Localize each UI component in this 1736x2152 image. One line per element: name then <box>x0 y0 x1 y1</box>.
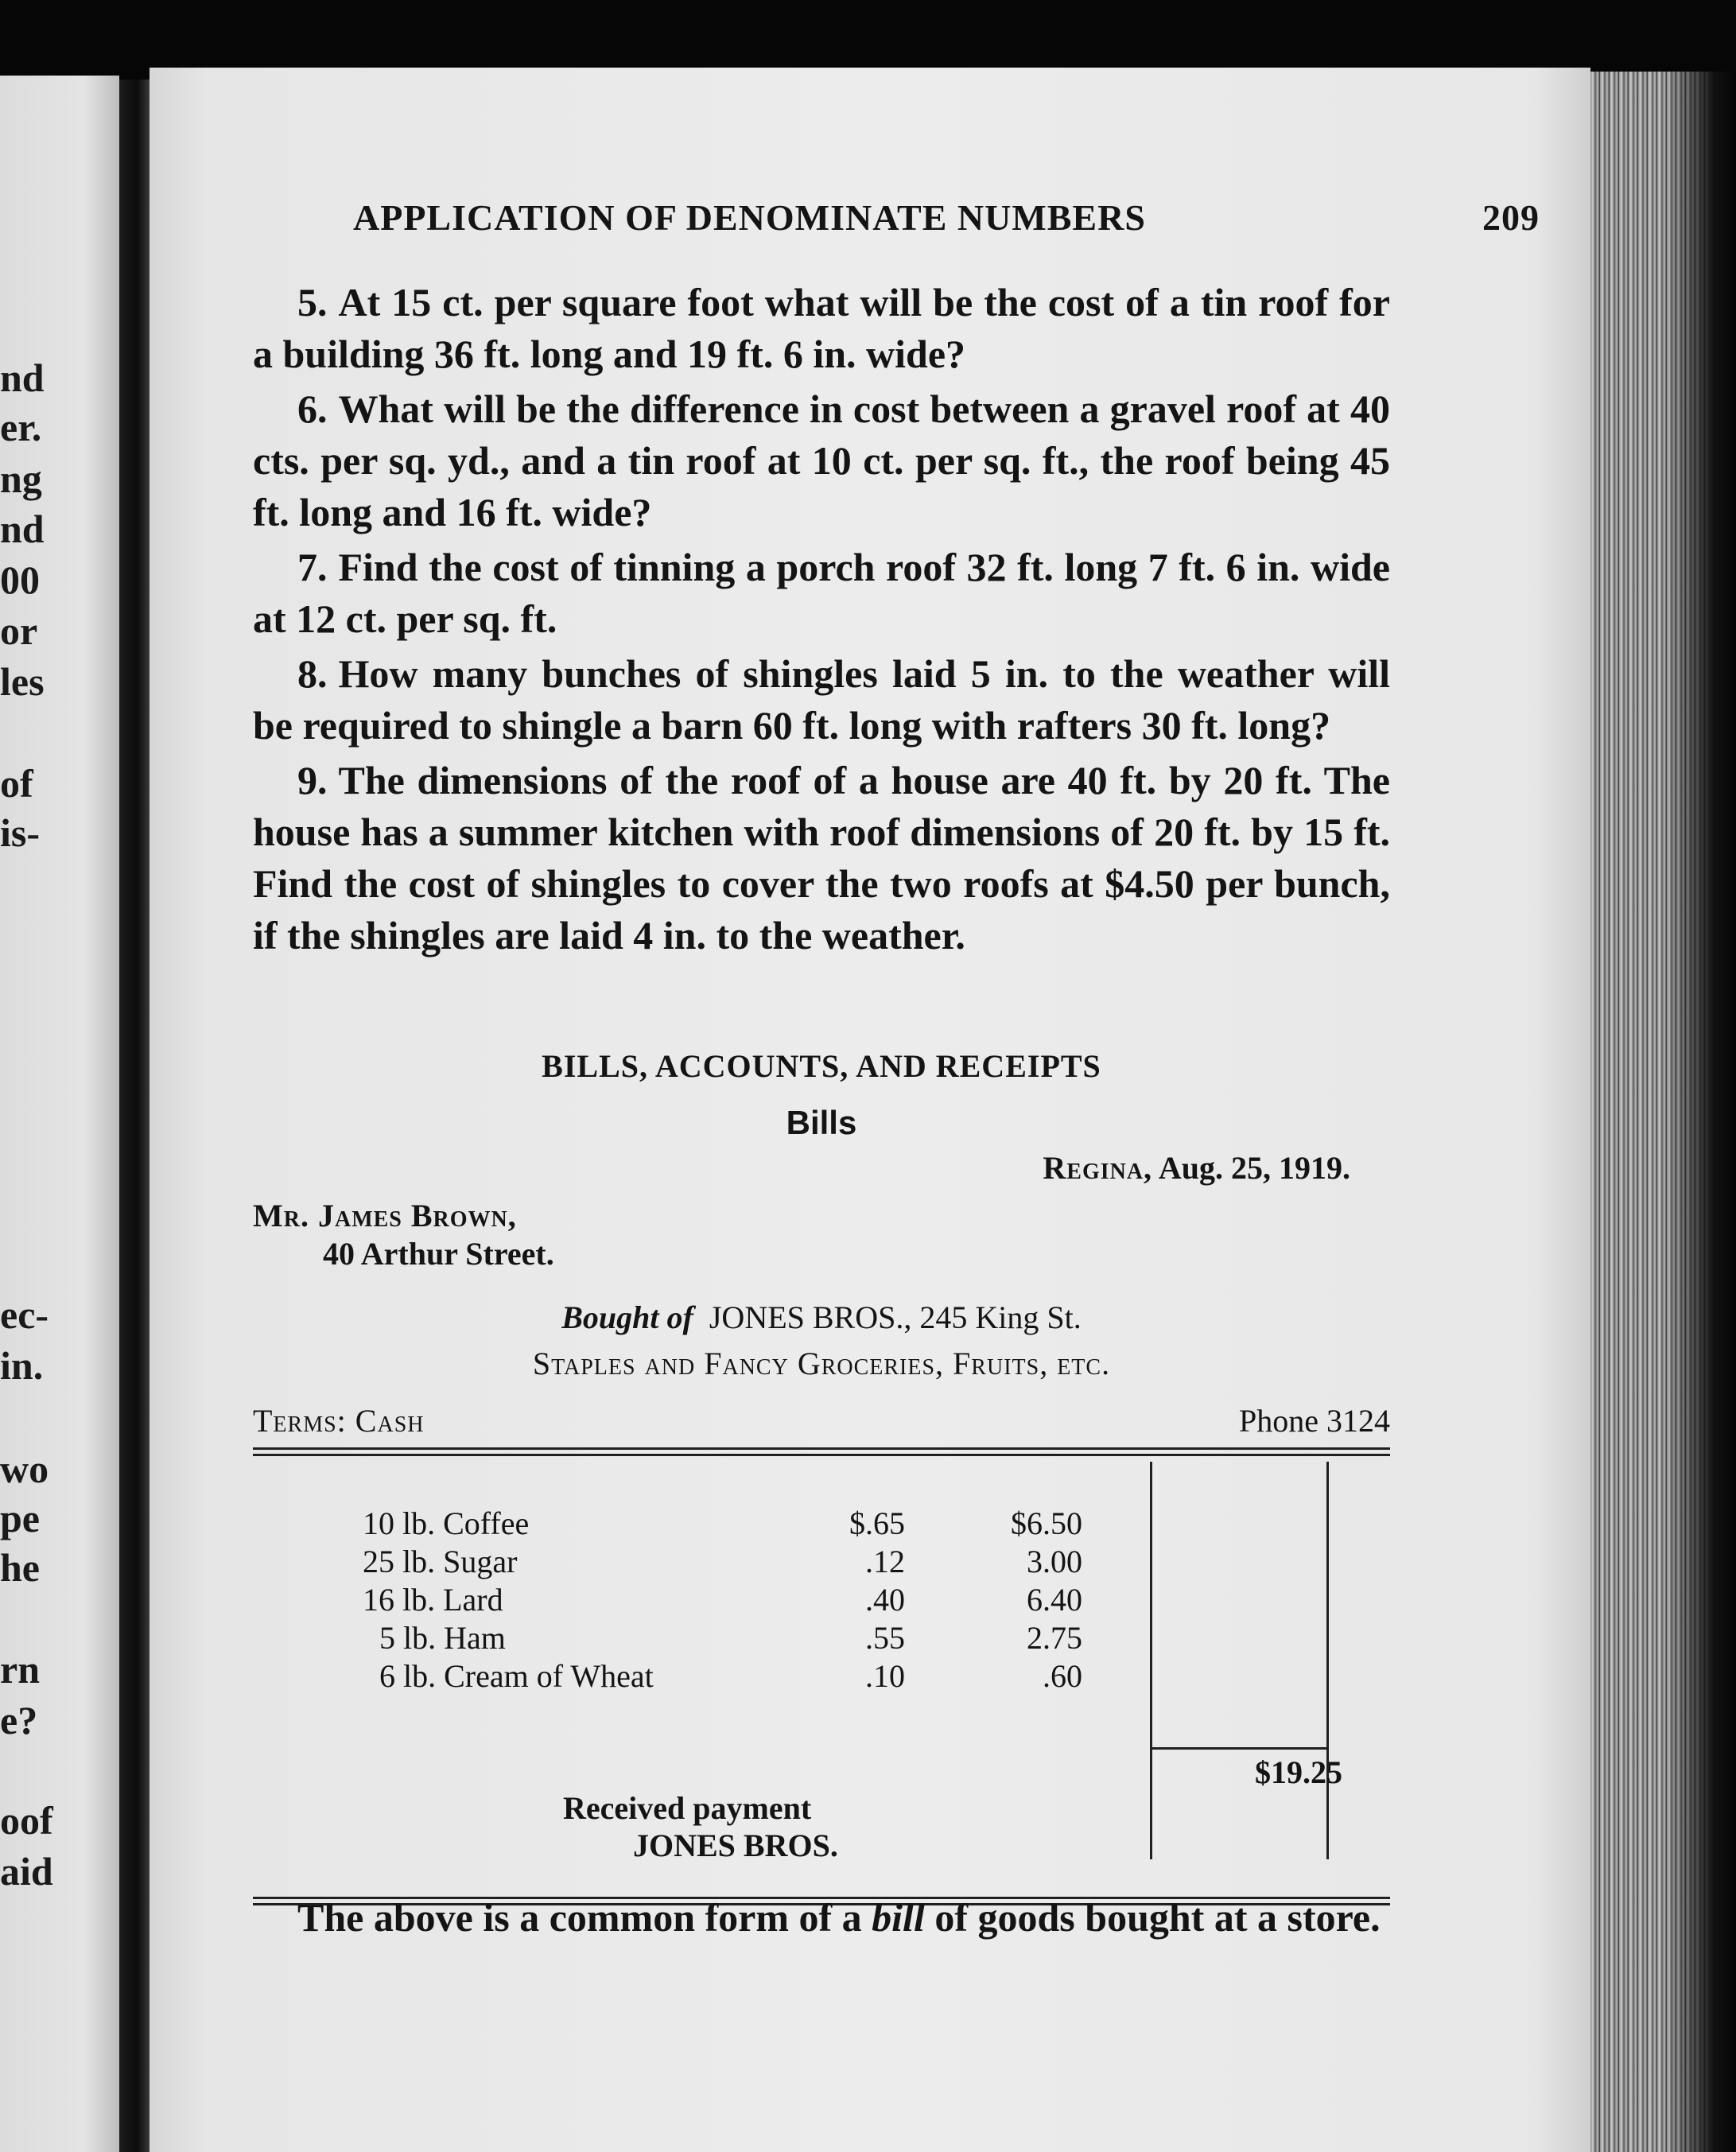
column-rule-amount <box>1150 1462 1152 1859</box>
bought-of-line: Bought of JONES BROS., 245 King St. <box>561 1299 1082 1335</box>
bill-form: Regina, Aug. 25, 1919. Mr. James Brown, 40 Arthur Street. Bought of JONES BROS., 245 King St. Staples and Fancy Groceries, Fruits, etc. Terms: Cash Phone 3124 10 lb. Coffee $.65 $6.50 25 lb. Sugar .12 3.00 16 lb. Lard .40 6.40 5 lb. Ham .55 2.75 6 lb. Cream of Wheat .10 .60 $19.25 Received payment JONES BROS. <box>253 1149 1390 1905</box>
facing-page-fragment: oof <box>0 1798 53 1843</box>
facing-page-fragment: ng <box>0 456 42 501</box>
page-number: 209 <box>1482 197 1540 238</box>
book-page <box>150 68 1590 2152</box>
terms: Terms: Cash <box>253 1403 425 1439</box>
facing-page-fragment: er. <box>0 405 42 449</box>
facing-page-edge <box>0 76 119 2152</box>
facing-page-fragment: of <box>0 761 33 806</box>
problem-8: 8. How many bunches of shingles laid 5 in. to the weather will be required to shingle a barn 60 ft. long with rafters 30 ft. long? <box>253 651 1390 748</box>
page-stack-edge <box>1590 72 1736 2152</box>
facing-page-fragment: rn <box>0 1647 40 1692</box>
problem-6: 6. What will be the difference in cost between a gravel roof at 40 cts. per sq. yd., and a tin roof at 10 ct. per sq. ft., the roof being 45 ft. long and 16 ft. wide? <box>253 387 1390 534</box>
problem-7: 7. Find the cost of tinning a porch roof 32 ft. long 7 ft. 6 in. wide at 12 ct. per sq. ft. <box>253 545 1390 641</box>
bill-total: $19.25 <box>1255 1754 1342 1790</box>
facing-page-fragment: aid <box>0 1849 53 1894</box>
facing-page-fragment: pe <box>0 1496 40 1540</box>
received-by: JONES BROS. <box>633 1828 838 1863</box>
facing-page-fragment: 00 <box>0 557 40 602</box>
problem-9: 9. The dimensions of the roof of a house are 40 ft. by 20 ft. The house has a summer kitchen with roof dimensions of 20 ft. by 15 ft. Find the cost of shingles to cover the two roofs at $4.50 per bunch, if the shingles are laid 4 in. to the weather. <box>253 758 1390 958</box>
facing-page-fragment: nd <box>0 507 45 551</box>
problem-5: 5. At 15 ct. per square foot what will be the cost of a tin roof for a building 36 ft. long and 19 ft. 6 in. wide? <box>253 280 1390 376</box>
facing-page-fragment: les <box>0 659 45 704</box>
facing-page-fragment: nd <box>0 355 45 400</box>
facing-page-fragment: e? <box>0 1698 38 1742</box>
running-title: APPLICATION OF DENOMINATE NUMBERS <box>353 197 1146 238</box>
bill-top-rule-2 <box>253 1454 1390 1456</box>
facing-page-fragment: in. <box>0 1343 44 1388</box>
subsection-heading: Bills <box>786 1104 857 1141</box>
facing-page-fragment: ec- <box>0 1292 49 1337</box>
phone: Phone 3124 <box>1239 1403 1390 1439</box>
subtotal-rule <box>1150 1747 1326 1750</box>
problem-list <box>253 277 1390 965</box>
facing-page-fragment: he <box>0 1545 40 1590</box>
facing-page-fragment: or <box>0 608 38 653</box>
facing-page-fragment: is- <box>0 810 40 855</box>
book-spine <box>119 80 150 2152</box>
closing-paragraph: The above is a common form of a bill of goods bought at a store. <box>297 1895 1381 1940</box>
section-heading: BILLS, ACCOUNTS, AND RECEIPTS <box>542 1048 1101 1084</box>
running-head <box>353 196 1540 239</box>
column-rule-total <box>1326 1462 1329 1859</box>
customer-street: 40 Arthur Street. <box>323 1236 554 1272</box>
facing-page-fragment: wo <box>0 1447 49 1491</box>
received-label: Received payment <box>563 1790 812 1826</box>
customer-name: Mr. James Brown, <box>253 1198 517 1233</box>
bill-top-rule-1 <box>253 1447 1390 1450</box>
bill-date: Regina, Aug. 25, 1919. <box>1043 1150 1350 1186</box>
seller-trade: Staples and Fancy Groceries, Fruits, etc. <box>532 1346 1111 1381</box>
